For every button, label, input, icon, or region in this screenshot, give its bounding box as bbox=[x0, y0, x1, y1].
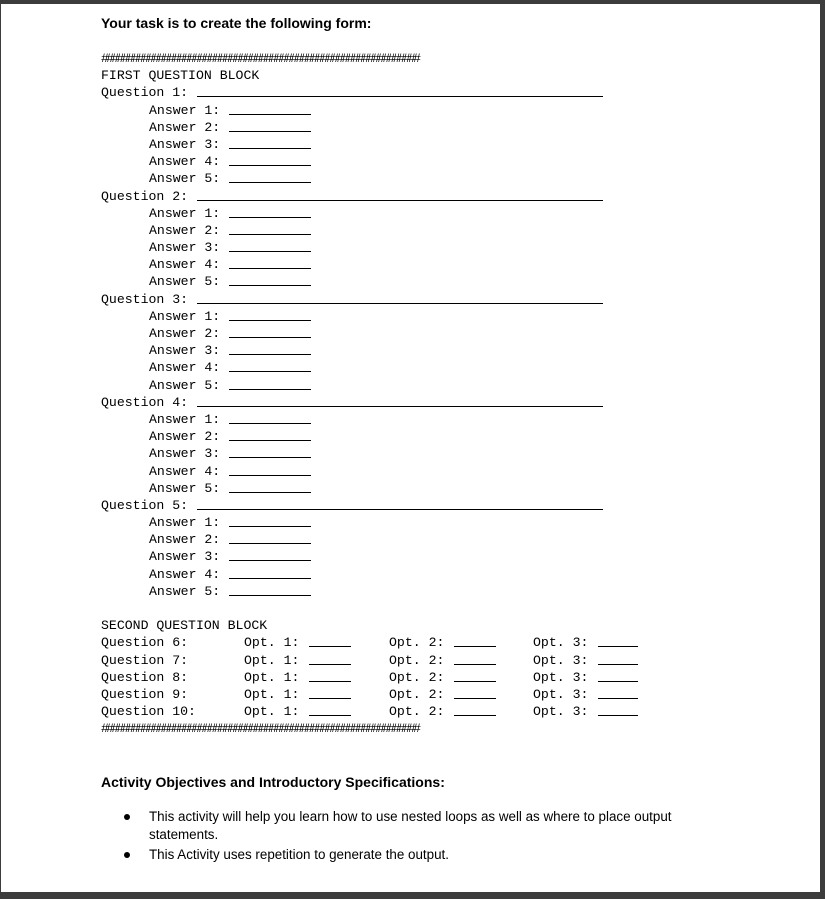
answer-label: Answer 3: bbox=[149, 549, 221, 565]
question-label: Question 2: bbox=[101, 188, 189, 204]
answer-label: Answer 4: bbox=[149, 566, 221, 582]
answer-blank bbox=[229, 531, 311, 544]
answer-label: Answer 4: bbox=[149, 463, 221, 479]
answer-label: Answer 5: bbox=[149, 377, 221, 393]
option-label: Opt. 1: bbox=[244, 669, 300, 685]
second-block-row bbox=[101, 634, 589, 651]
answer-row bbox=[101, 514, 418, 531]
answer-row bbox=[101, 222, 418, 239]
option-label: Opt. 1: bbox=[244, 704, 300, 720]
question-row bbox=[101, 291, 418, 308]
option-blank bbox=[598, 669, 638, 682]
option-label: Opt. 2: bbox=[389, 686, 445, 702]
answer-row bbox=[101, 256, 418, 273]
option-label: Opt. 3: bbox=[533, 686, 589, 702]
answer-label: Answer 1: bbox=[149, 411, 221, 427]
option-blank bbox=[454, 634, 496, 647]
answer-label: Answer 2: bbox=[149, 119, 221, 135]
answer-blank bbox=[229, 428, 311, 441]
answer-label: Answer 5: bbox=[149, 274, 221, 290]
option-label: Opt. 3: bbox=[533, 669, 589, 685]
answer-blank bbox=[229, 445, 311, 458]
answer-blank bbox=[229, 170, 311, 183]
answer-row bbox=[101, 342, 418, 359]
answer-blank bbox=[229, 102, 311, 115]
bullet-text: This activity will help you learn how to use nested loops as well as where to place output statements. bbox=[149, 809, 672, 842]
answer-row bbox=[101, 463, 418, 480]
option-blank bbox=[454, 652, 496, 665]
answer-blank bbox=[229, 325, 311, 338]
bullet-icon bbox=[124, 814, 130, 820]
answer-row bbox=[101, 531, 418, 548]
option-blank bbox=[309, 669, 351, 682]
answer-label: Answer 1: bbox=[149, 308, 221, 324]
answer-label: Answer 2: bbox=[149, 532, 221, 548]
question-blank bbox=[197, 394, 603, 407]
question-blank bbox=[197, 291, 603, 304]
option-label: Opt. 2: bbox=[389, 669, 445, 685]
answer-blank bbox=[229, 256, 311, 269]
answer-label: Answer 3: bbox=[149, 136, 221, 152]
answer-label: Answer 5: bbox=[149, 480, 221, 496]
question-blank bbox=[197, 84, 603, 97]
answer-label: Answer 1: bbox=[149, 205, 221, 221]
answer-blank bbox=[229, 205, 311, 218]
answer-label: Answer 3: bbox=[149, 343, 221, 359]
question-row bbox=[101, 188, 418, 205]
answer-blank bbox=[229, 342, 311, 355]
answer-label: Answer 2: bbox=[149, 222, 221, 238]
second-block-row bbox=[101, 652, 589, 669]
answer-row bbox=[101, 102, 418, 119]
option-label: Opt. 2: bbox=[389, 704, 445, 720]
answer-label: Answer 5: bbox=[149, 171, 221, 187]
answer-label: Answer 4: bbox=[149, 360, 221, 376]
objectives-title: Activity Objectives and Introductory Specifications: bbox=[101, 774, 445, 790]
option-blank bbox=[309, 703, 351, 716]
option-label: Opt. 3: bbox=[533, 704, 589, 720]
option-blank bbox=[309, 634, 351, 647]
second-block-title: SECOND QUESTION BLOCK bbox=[101, 618, 268, 634]
answer-label: Answer 2: bbox=[149, 429, 221, 445]
answer-label: Answer 1: bbox=[149, 102, 221, 118]
answer-row bbox=[101, 566, 418, 583]
option-blank bbox=[598, 634, 638, 647]
option-blank bbox=[454, 686, 496, 699]
list-item bbox=[149, 846, 709, 864]
option-blank bbox=[598, 652, 638, 665]
question-label: Question 8: bbox=[101, 669, 189, 685]
option-blank bbox=[309, 686, 351, 699]
answer-blank bbox=[229, 514, 311, 527]
answer-row bbox=[101, 445, 418, 462]
answer-label: Answer 3: bbox=[149, 240, 221, 256]
answer-blank bbox=[229, 222, 311, 235]
answer-blank bbox=[229, 583, 311, 596]
answer-row bbox=[101, 428, 418, 445]
second-block-row bbox=[101, 686, 589, 703]
option-blank bbox=[454, 669, 496, 682]
answer-row bbox=[101, 239, 418, 256]
answer-blank bbox=[229, 153, 311, 166]
question-label: Question 3: bbox=[101, 291, 189, 307]
option-blank bbox=[309, 652, 351, 665]
answer-row bbox=[101, 170, 418, 187]
second-block-row bbox=[101, 703, 589, 720]
answer-label: Answer 4: bbox=[149, 257, 221, 273]
option-label: Opt. 1: bbox=[244, 635, 300, 651]
answer-label: Answer 4: bbox=[149, 154, 221, 170]
answer-blank bbox=[229, 463, 311, 476]
answer-row bbox=[101, 548, 418, 565]
hash-line-bottom: ############################################################## bbox=[101, 721, 419, 737]
option-blank bbox=[454, 703, 496, 716]
answer-blank bbox=[229, 411, 311, 424]
answer-row bbox=[101, 325, 418, 342]
bullet-icon bbox=[124, 852, 130, 858]
answer-row bbox=[101, 136, 418, 153]
answer-blank bbox=[229, 548, 311, 561]
answer-blank bbox=[229, 566, 311, 579]
option-label: Opt. 3: bbox=[533, 652, 589, 668]
option-label: Opt. 3: bbox=[533, 635, 589, 651]
answer-blank bbox=[229, 119, 311, 132]
question-blank bbox=[197, 497, 603, 510]
option-blank bbox=[598, 686, 638, 699]
question-label: Question 9: bbox=[101, 686, 189, 702]
answer-blank bbox=[229, 359, 311, 372]
option-label: Opt. 2: bbox=[389, 635, 445, 651]
answer-label: Answer 1: bbox=[149, 515, 221, 531]
option-label: Opt. 1: bbox=[244, 686, 300, 702]
form-output bbox=[101, 50, 589, 738]
question-label: Question 10: bbox=[101, 704, 196, 720]
question-row bbox=[101, 497, 418, 514]
answer-blank bbox=[229, 308, 311, 321]
task-title: Your task is to create the following form: bbox=[101, 15, 372, 31]
question-blank bbox=[197, 188, 603, 201]
bullet-text: This Activity uses repetition to generate the output. bbox=[149, 847, 449, 862]
answer-row bbox=[101, 205, 418, 222]
answer-row bbox=[101, 480, 418, 497]
question-label: Question 7: bbox=[101, 652, 189, 668]
answer-blank bbox=[229, 377, 311, 390]
answer-blank bbox=[229, 273, 311, 286]
option-label: Opt. 1: bbox=[244, 652, 300, 668]
answer-row bbox=[101, 411, 418, 428]
answer-row bbox=[101, 153, 418, 170]
question-row bbox=[101, 84, 418, 101]
first-block-title: FIRST QUESTION BLOCK bbox=[101, 68, 260, 84]
answer-row bbox=[101, 273, 418, 290]
answer-blank bbox=[229, 239, 311, 252]
question-label: Question 1: bbox=[101, 85, 189, 101]
blank-line bbox=[101, 600, 418, 617]
answer-blank bbox=[229, 480, 311, 493]
option-blank bbox=[598, 703, 638, 716]
answer-row bbox=[101, 377, 418, 394]
answer-row bbox=[101, 583, 418, 600]
question-row bbox=[101, 394, 418, 411]
question-label: Question 5: bbox=[101, 497, 189, 513]
objectives-list bbox=[149, 808, 709, 866]
hash-line-top: ############################################################## bbox=[101, 51, 419, 66]
question-label: Question 4: bbox=[101, 394, 189, 410]
second-block-row bbox=[101, 669, 589, 686]
list-item bbox=[149, 808, 709, 844]
answer-label: Answer 5: bbox=[149, 583, 221, 599]
answer-row bbox=[101, 308, 418, 325]
answer-label: Answer 2: bbox=[149, 326, 221, 341]
option-label: Opt. 2: bbox=[389, 652, 445, 668]
answer-label: Answer 3: bbox=[149, 446, 221, 462]
document-page bbox=[1, 4, 820, 892]
question-label: Question 6: bbox=[101, 635, 189, 651]
answer-row bbox=[101, 119, 418, 136]
answer-row bbox=[101, 359, 418, 376]
answer-blank bbox=[229, 136, 311, 149]
